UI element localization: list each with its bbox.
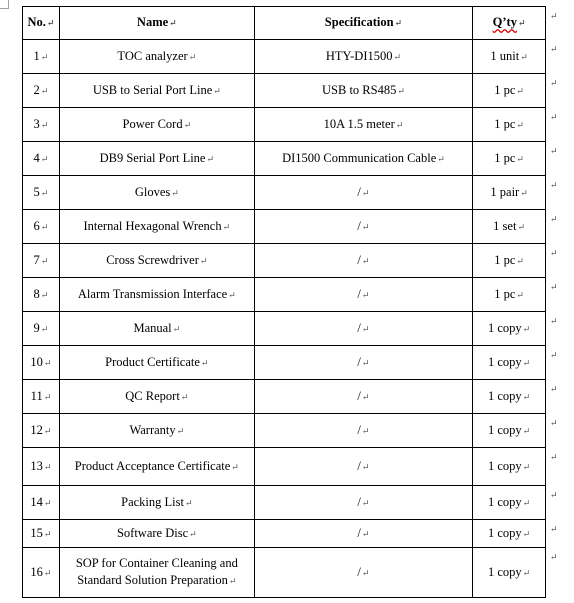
paragraph-mark-icon: ↵ [40, 255, 49, 266]
cell-text: Packing List [121, 494, 184, 509]
cell-text: 12 [30, 422, 43, 437]
row-spec-cell [254, 244, 472, 278]
paragraph-mark-icon: ↵ [520, 51, 528, 62]
row-name-cell [59, 380, 254, 414]
paragraph-mark-icon: ↵ [43, 357, 52, 368]
cell-text: / [357, 422, 361, 437]
cell-text: HTY-DI1500 [325, 48, 393, 63]
row-spec-cell [254, 108, 472, 142]
paragraph-mark-icon: ↵ [516, 289, 524, 300]
cell-text: 1 copy [487, 564, 522, 579]
cell-text: SOP for Container Cleaning and Standard Solution Preparation [75, 556, 238, 587]
row-end-mark-icon: ↵ [550, 11, 558, 21]
cell-text: Product Acceptance Certificate [74, 458, 231, 473]
cell-text: 1 pc [494, 150, 516, 165]
paragraph-mark-icon: ↵ [522, 528, 531, 539]
paragraph-mark-icon: ↵ [361, 357, 370, 368]
table-row [23, 108, 546, 142]
row-no-cell [23, 210, 60, 244]
paragraph-mark-icon: ↵ [522, 425, 531, 436]
cell-text: 1 pc [494, 286, 516, 301]
row-qty-cell [473, 448, 546, 486]
paragraph-mark-icon: ↵ [361, 187, 370, 198]
paragraph-mark-icon: ↵ [40, 187, 49, 198]
cell-text: 3 [33, 116, 40, 131]
cell-text: 7 [33, 252, 40, 267]
cell-text: Gloves [134, 184, 171, 199]
paragraph-mark-icon: ↵ [437, 153, 445, 164]
row-spec-cell [254, 176, 472, 210]
table-row [23, 40, 546, 74]
table-row [23, 346, 546, 380]
paragraph-mark-icon: ↵ [516, 153, 524, 164]
row-end-mark-icon: ↵ [550, 490, 558, 500]
cell-text: 9 [33, 320, 40, 335]
row-spec-cell [254, 40, 472, 74]
row-end-mark-icon: ↵ [550, 524, 558, 534]
row-spec-cell [254, 142, 472, 176]
row-end-mark-icon: ↵ [550, 384, 558, 394]
table-row [23, 380, 546, 414]
paragraph-mark-icon: ↵ [393, 51, 402, 62]
cell-text: / [357, 252, 361, 267]
row-end-mark-icon: ↵ [550, 180, 558, 190]
paragraph-mark-icon: ↵ [180, 391, 189, 402]
paragraph-mark-icon: ↵ [520, 187, 528, 198]
row-spec-cell [254, 210, 472, 244]
table-row [23, 74, 546, 108]
row-name-cell [59, 142, 254, 176]
cell-text: 1 pc [494, 82, 516, 97]
table-row [23, 278, 546, 312]
cell-text: 11 [30, 388, 43, 403]
cell-text: DB9 Serial Port Line [99, 150, 206, 165]
row-name-cell [59, 414, 254, 448]
cell-text: 1 copy [487, 525, 522, 540]
row-spec-cell [254, 486, 472, 520]
row-name-cell [59, 210, 254, 244]
cell-text: 10A 1.5 meter [323, 116, 395, 131]
header-qty: Q’ty↵ [473, 7, 546, 40]
row-qty-cell [473, 346, 546, 380]
row-spec-cell [254, 520, 472, 548]
cell-text: / [357, 286, 361, 301]
row-name-cell [59, 548, 254, 598]
cell-text: Power Cord [122, 116, 183, 131]
cell-text: USB to Serial Port Line [92, 82, 213, 97]
cell-text: QC Report [125, 388, 180, 403]
paragraph-mark-icon: ↵ [43, 567, 52, 578]
header-name: Name↵ [59, 7, 254, 40]
row-qty-cell [473, 40, 546, 74]
paragraph-mark-icon: ↵ [231, 461, 239, 472]
row-name-cell [59, 40, 254, 74]
cell-text: / [357, 320, 361, 335]
paragraph-mark-icon: ↵ [522, 323, 531, 334]
row-qty-cell [473, 142, 546, 176]
cell-text: / [357, 525, 361, 540]
row-no-cell [23, 244, 60, 278]
table-row [23, 414, 546, 448]
cell-text: 13 [30, 458, 43, 473]
cell-text: 1 copy [487, 458, 522, 473]
row-end-mark-icon: ↵ [550, 282, 558, 292]
paragraph-mark-icon: ↵ [516, 119, 524, 130]
paragraph-mark-icon: ↵ [517, 221, 525, 232]
row-name-cell [59, 278, 254, 312]
cell-text: 1 copy [487, 422, 522, 437]
row-end-mark-icon: ↵ [550, 78, 558, 88]
cell-text: 1 copy [487, 494, 522, 509]
row-qty-cell [473, 380, 546, 414]
table-row [23, 142, 546, 176]
row-qty-cell [473, 74, 546, 108]
row-name-cell [59, 486, 254, 520]
row-name-cell [59, 74, 254, 108]
row-qty-cell [473, 312, 546, 346]
paragraph-mark-icon: ↵ [522, 357, 531, 368]
paragraph-mark-icon: ↵ [188, 51, 197, 62]
cell-text: 4 [33, 150, 40, 165]
cell-text: DI1500 Communication Cable [282, 150, 437, 165]
row-spec-cell [254, 312, 472, 346]
cell-text: Internal Hexagonal Wrench [83, 218, 222, 233]
row-no-cell [23, 448, 60, 486]
table-row [23, 244, 546, 278]
row-end-mark-icon: ↵ [550, 316, 558, 326]
paragraph-mark-icon: ↵ [40, 323, 49, 334]
row-end-mark-icon: ↵ [550, 112, 558, 122]
paragraph-mark-icon: ↵ [361, 323, 370, 334]
row-end-mark-icon: ↵ [550, 552, 558, 562]
table-row [23, 486, 546, 520]
cell-text: Cross Screwdriver [106, 252, 199, 267]
table-row [23, 176, 546, 210]
paragraph-mark-icon: ↵ [228, 576, 237, 586]
row-no-cell [23, 312, 60, 346]
cell-text: 1 pc [494, 252, 516, 267]
row-qty-cell [473, 520, 546, 548]
row-no-cell [23, 142, 60, 176]
cell-text: 1 copy [487, 388, 522, 403]
header-no: No.↵ [23, 7, 60, 40]
paragraph-mark-icon: ↵ [46, 18, 55, 28]
row-qty-cell [473, 414, 546, 448]
cell-text: 1 pc [494, 116, 516, 131]
cell-text: 16 [30, 564, 43, 579]
cell-text: / [357, 458, 361, 473]
row-name-cell [59, 448, 254, 486]
cell-text: Alarm Transmission Interface [77, 286, 228, 301]
row-qty-cell [473, 244, 546, 278]
paragraph-mark-icon: ↵ [394, 18, 403, 28]
row-no-cell [23, 414, 60, 448]
paragraph-mark-icon: ↵ [361, 567, 370, 578]
paragraph-mark-icon: ↵ [361, 289, 370, 300]
row-name-cell [59, 244, 254, 278]
cell-text: 1 copy [487, 354, 522, 369]
paragraph-mark-icon: ↵ [171, 187, 179, 198]
row-no-cell [23, 176, 60, 210]
row-spec-cell [254, 448, 472, 486]
row-name-cell [59, 520, 254, 548]
row-no-cell [23, 346, 60, 380]
paragraph-mark-icon: ↵ [40, 289, 49, 300]
paragraph-mark-icon: ↵ [43, 461, 52, 472]
paragraph-mark-icon: ↵ [361, 497, 370, 508]
row-no-cell [23, 108, 60, 142]
paragraph-mark-icon: ↵ [169, 18, 177, 28]
paragraph-mark-icon: ↵ [43, 528, 52, 539]
paragraph-mark-icon: ↵ [361, 425, 370, 436]
row-qty-cell [473, 486, 546, 520]
paragraph-mark-icon: ↵ [522, 567, 531, 578]
row-end-mark-icon: ↵ [550, 248, 558, 258]
row-no-cell [23, 74, 60, 108]
table-row [23, 312, 546, 346]
row-qty-cell [473, 108, 546, 142]
cell-text: / [357, 388, 361, 403]
cell-text: USB to RS485 [322, 82, 397, 97]
cell-text: 2 [33, 82, 40, 97]
paragraph-mark-icon: ↵ [361, 221, 370, 232]
paragraph-mark-icon: ↵ [397, 85, 405, 96]
row-end-mark-icon: ↵ [550, 44, 558, 54]
paragraph-mark-icon: ↵ [200, 357, 209, 368]
cell-text: 1 set [493, 218, 517, 233]
paragraph-mark-icon: ↵ [516, 255, 524, 266]
cell-text: / [357, 494, 361, 509]
paragraph-mark-icon: ↵ [40, 221, 49, 232]
paragraph-mark-icon: ↵ [40, 119, 49, 130]
paragraph-mark-icon: ↵ [199, 255, 208, 266]
row-no-cell [23, 548, 60, 598]
row-name-cell [59, 176, 254, 210]
cell-text: 5 [33, 184, 40, 199]
row-end-mark-icon: ↵ [550, 350, 558, 360]
paragraph-mark-icon: ↵ [361, 255, 370, 266]
row-end-mark-icon: ↵ [550, 418, 558, 428]
row-name-cell [59, 346, 254, 380]
paragraph-mark-icon: ↵ [361, 461, 370, 472]
cell-text: 15 [30, 525, 43, 540]
paragraph-mark-icon: ↵ [40, 85, 49, 96]
row-qty-cell [473, 548, 546, 598]
paragraph-mark-icon: ↵ [395, 119, 404, 130]
cell-text: / [357, 184, 361, 199]
cell-text: Warranty [129, 422, 176, 437]
paragraph-mark-icon: ↵ [206, 153, 215, 164]
row-qty-cell [473, 278, 546, 312]
row-no-cell [23, 278, 60, 312]
row-spec-cell [254, 278, 472, 312]
cell-text: TOC analyzer [117, 48, 188, 63]
table-header-row [23, 7, 546, 40]
cell-text: 6 [33, 218, 40, 233]
paragraph-mark-icon: ↵ [40, 153, 49, 164]
row-name-cell [59, 312, 254, 346]
table-row [23, 210, 546, 244]
cell-text: Software Disc [116, 525, 189, 540]
paragraph-mark-icon: ↵ [43, 391, 52, 402]
paragraph-mark-icon: ↵ [183, 119, 192, 130]
row-no-cell [23, 520, 60, 548]
cell-text: 8 [33, 286, 40, 301]
row-spec-cell [254, 346, 472, 380]
cell-text: / [357, 354, 361, 369]
table-row [23, 448, 546, 486]
paragraph-mark-icon: ↵ [40, 51, 49, 62]
cell-text: / [357, 564, 361, 579]
row-no-cell [23, 486, 60, 520]
row-qty-cell [473, 210, 546, 244]
paragraph-mark-icon: ↵ [361, 391, 370, 402]
paragraph-mark-icon: ↵ [516, 85, 524, 96]
row-spec-cell [254, 380, 472, 414]
paragraph-mark-icon: ↵ [184, 497, 193, 508]
row-end-mark-icon: ↵ [550, 452, 558, 462]
paragraph-mark-icon: ↵ [176, 425, 185, 436]
cell-text: / [357, 218, 361, 233]
row-qty-cell [473, 176, 546, 210]
paragraph-mark-icon: ↵ [213, 85, 221, 96]
paragraph-mark-icon: ↵ [517, 18, 526, 28]
cell-text: 10 [30, 354, 43, 369]
text-boundary-corner-mark [0, 0, 9, 9]
header-specification: Specification↵ [254, 7, 472, 40]
row-name-cell [59, 108, 254, 142]
row-spec-cell [254, 548, 472, 598]
paragraph-mark-icon: ↵ [43, 497, 52, 508]
paragraph-mark-icon: ↵ [361, 528, 370, 539]
row-no-cell [23, 40, 60, 74]
cell-text: Product Certificate [105, 354, 200, 369]
row-end-mark-icon: ↵ [550, 214, 558, 224]
cell-text: 1 pair [490, 184, 520, 199]
row-end-mark-icon: ↵ [550, 146, 558, 156]
paragraph-mark-icon: ↵ [222, 221, 231, 232]
cell-text: 1 copy [487, 320, 522, 335]
cell-text: 14 [30, 494, 43, 509]
paragraph-mark-icon: ↵ [172, 323, 181, 334]
paragraph-mark-icon: ↵ [189, 528, 197, 539]
cell-text: 1 unit [490, 48, 520, 63]
packing-list-table [22, 6, 546, 598]
paragraph-mark-icon: ↵ [522, 391, 531, 402]
row-spec-cell [254, 74, 472, 108]
cell-text: Manual [133, 320, 172, 335]
paragraph-mark-icon: ↵ [228, 289, 236, 300]
table-row [23, 548, 546, 598]
paragraph-mark-icon: ↵ [43, 425, 52, 436]
cell-text: 1 [33, 48, 40, 63]
table-row [23, 520, 546, 548]
row-no-cell [23, 380, 60, 414]
paragraph-mark-icon: ↵ [522, 497, 531, 508]
table-body [23, 40, 546, 598]
paragraph-mark-icon: ↵ [522, 461, 531, 472]
row-spec-cell [254, 414, 472, 448]
